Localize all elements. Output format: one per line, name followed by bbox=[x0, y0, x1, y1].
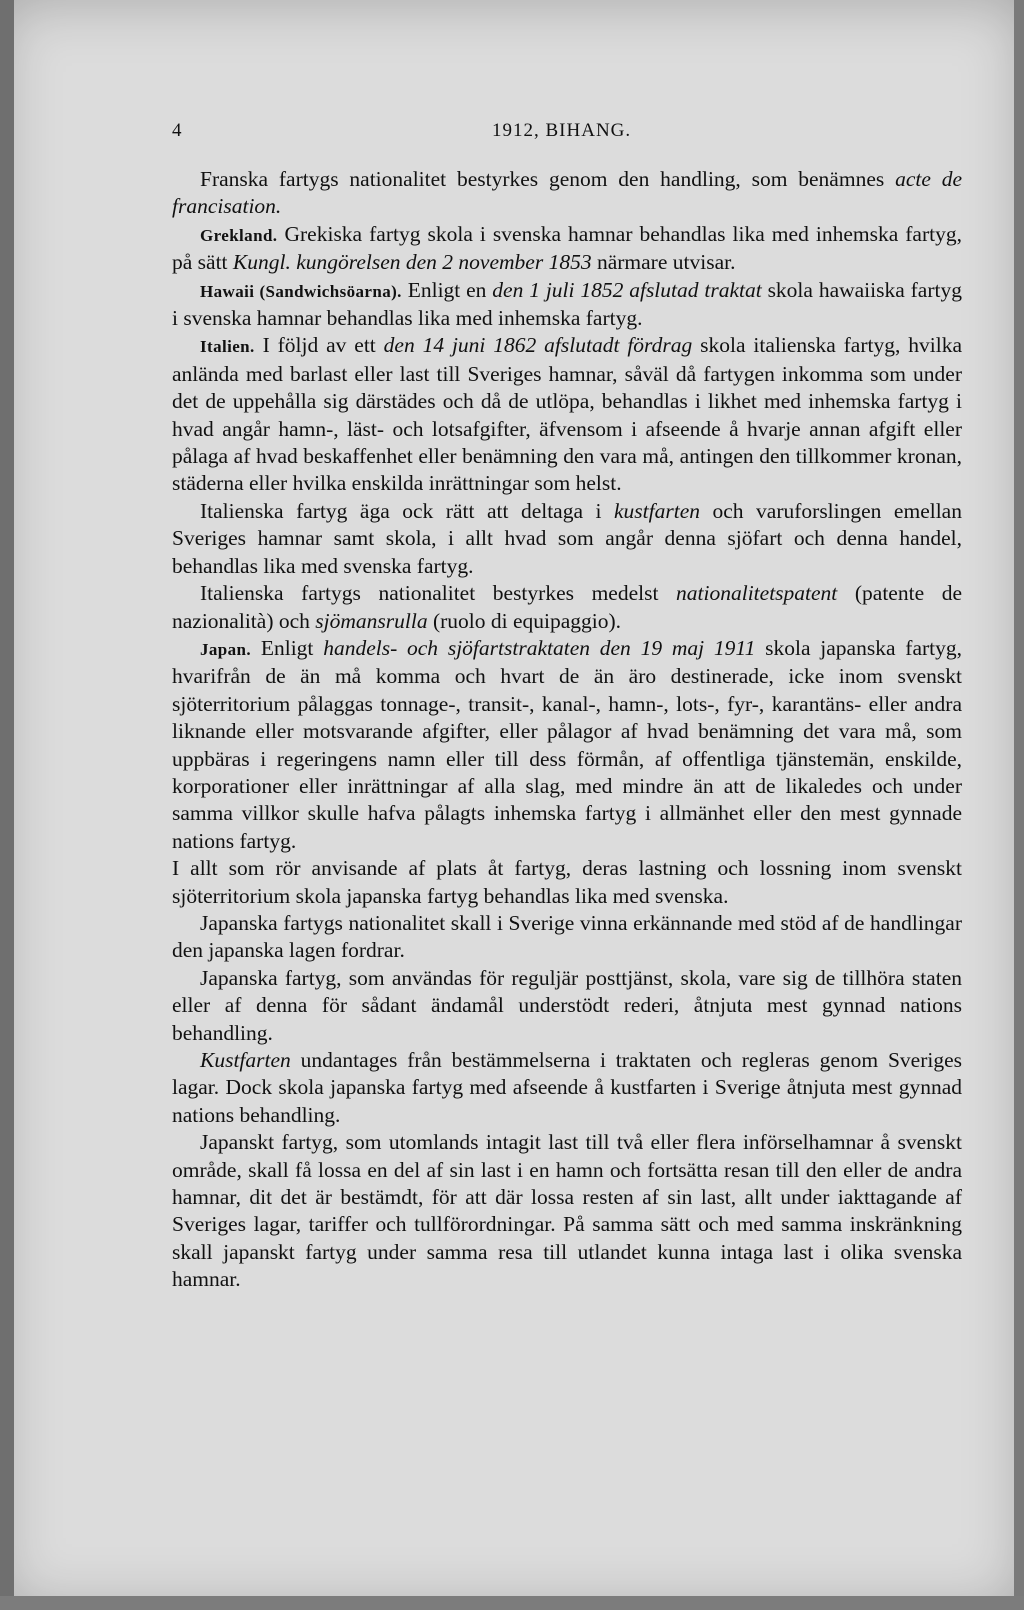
paragraph-japan-ports bbox=[172, 1129, 962, 1293]
p7-text2: skola japanska fartyg, hvarifrån de än må komma och hvart de än äro destinerade, icke inom svenskt sjöterritorium pålaggas tonnage-, transit-, kanal-, hamn-, lots-, fyr-, karantäns- eller andra liknande eller motsvarande afgifter, eller pålagor af hvad benämning det vara må, som uppbäras i regeringens namn eller till dess förmån, af offentliga tjänstemän, enskilde, korporationer eller inrättningar af alla slag, med mindre än att de likaledes och under samma villkor skulle hafva pålagts inhemska fartyg i allmänhet eller den mest gynnade nations fartyg. bbox=[172, 635, 962, 853]
paragraph-japan-coastal bbox=[172, 1047, 962, 1129]
p4-italic: den 14 juni 1862 afslutadt fördrag bbox=[383, 333, 693, 358]
p8-text: I allt som rör anvisande af plats åt fartyg, deras lastning och lossning inom svenskt sjöterritorium skola japanska fartyg behandlas lika med svenska. bbox=[172, 856, 962, 908]
p6-italic2: sjömansrulla bbox=[315, 608, 428, 633]
p3-text1: Enligt en bbox=[401, 277, 493, 302]
paragraph-france bbox=[172, 166, 962, 221]
p6-italic1: nationalitetspatent bbox=[676, 581, 838, 606]
p5-text1: Italienska fartyg äga ock rätt att deltaga i bbox=[200, 498, 614, 523]
p1-italic: acte de francisation. bbox=[172, 167, 962, 219]
paragraph-hawaii bbox=[172, 277, 962, 333]
paragraph-japan-loading bbox=[172, 855, 962, 910]
paragraph-italy-nationality bbox=[172, 580, 962, 635]
p3-text2: skola hawaiiska fartyg i svenska hamnar behandlas lika med inhemska fartyg. bbox=[172, 277, 962, 331]
running-header bbox=[172, 120, 962, 144]
scan-edge-left bbox=[0, 0, 14, 1610]
country-heading-greece: Grekland. bbox=[200, 225, 278, 245]
p10-text: Japanska fartyg, som användas för reguljär posttjänst, skola, vare sig de tillhöra staten eller af denna för sådant ändamål understödt rederi, åtnjuta mest gynnad nations behandling. bbox=[172, 965, 962, 1045]
p1-text: Franska fartygs nationalitet bestyrkes genom den handling, som benämnes bbox=[200, 167, 896, 191]
p6-text2: (patente de nazionalità) och bbox=[172, 581, 962, 633]
p4-text2: skola italienska fartyg, hvilka anlända med barlast eller last till Sveriges hamnar, såväl då fartygen inkomma som under det de uppehålla sig därstädes och då de utlöpa, behandlas i likhet med inhemska fartyg i hvad angår hamn-, läst- och lotsafgifter, äfvensom i afseende å hvarje annan afgift eller pålaga af hvad beskaffenhet eller benämning den vara må, antingen den tillkommer kronan, städerna eller hvilka enskilda inrättningar som helst. bbox=[172, 333, 962, 496]
paragraph-japan bbox=[172, 635, 962, 855]
country-heading-japan: Japan. bbox=[200, 639, 252, 659]
p6-text3: (ruolo di equipaggio). bbox=[427, 608, 622, 633]
p11-text: undantages från bestämmelserna i traktaten och regleras genom Sveriges lagar. Dock skola japanska fartyg med afseende å kustfarten i Sverige åtnjuta mest gynnad nations behandling. bbox=[172, 1048, 962, 1127]
p2-italic: Kungl. kungörelsen den 2 november 1853 bbox=[232, 250, 592, 275]
body-text bbox=[172, 166, 962, 1294]
paragraph-italy bbox=[172, 332, 962, 497]
paragraph-japan-postal bbox=[172, 965, 962, 1047]
p3-italic: den 1 juli 1852 afslutad traktat bbox=[492, 277, 762, 302]
scan-edge-right bbox=[1014, 0, 1024, 1610]
p7-italic: handels- och sjöfartstraktaten den 19 maj 1911 bbox=[323, 635, 756, 660]
country-heading-italy: Italien. bbox=[200, 337, 255, 357]
header-label: BIHANG. bbox=[545, 120, 632, 141]
p4-text1: I följd av ett bbox=[254, 333, 384, 358]
page-number: 4 bbox=[172, 120, 183, 141]
header-title bbox=[492, 120, 631, 142]
header-year: 1912, bbox=[492, 120, 540, 141]
country-heading-hawaii: Hawaii (Sandwichsöarna). bbox=[200, 281, 402, 301]
p7-text1: Enligt bbox=[251, 635, 324, 660]
p2-text2: närmare utvisar. bbox=[591, 250, 736, 275]
p5-text2: och varuforslingen emellan Sveriges hamnar samt skola, i allt hvad som angår denna sjöfart och denna handel, behandlas lika med svenska fartyg. bbox=[172, 498, 962, 578]
paragraph-italy-coastal bbox=[172, 498, 962, 580]
p11-italic: Kustfarten bbox=[200, 1048, 291, 1072]
paragraph-japan-nationality bbox=[172, 910, 962, 965]
p2-text1: Grekiska fartyg skola i svenska hamnar behandlas lika med inhemska fartyg, på sätt bbox=[172, 221, 962, 275]
p12-text: Japanskt fartyg, som utomlands intagit last till två eller flera införselhamnar å svenskt område, skall få lossa en del af sin last i en hamn och fortsätta resan till den eller de andra hamnar, dit det är bestämdt, för att där lossa resten af sin last, allt under iakttagande af Sveriges lagar, tariffer och tullförordningar. På samma sätt och med samma inskränkning skall japanskt fartyg under samma resa till utlandet kunna intaga last i olika svenska hamnar. bbox=[172, 1130, 962, 1292]
scan-edge-bottom bbox=[0, 1596, 1024, 1610]
paragraph-greece bbox=[172, 221, 962, 277]
p5-italic: kustfarten bbox=[614, 498, 700, 523]
p9-text: Japanska fartygs nationalitet skall i Sverige vinna erkännande med stöd af de handlingar den japanska lagen fordrar. bbox=[172, 910, 962, 963]
p6-text1: Italienska fartygs nationalitet bestyrkes medelst bbox=[200, 581, 677, 606]
